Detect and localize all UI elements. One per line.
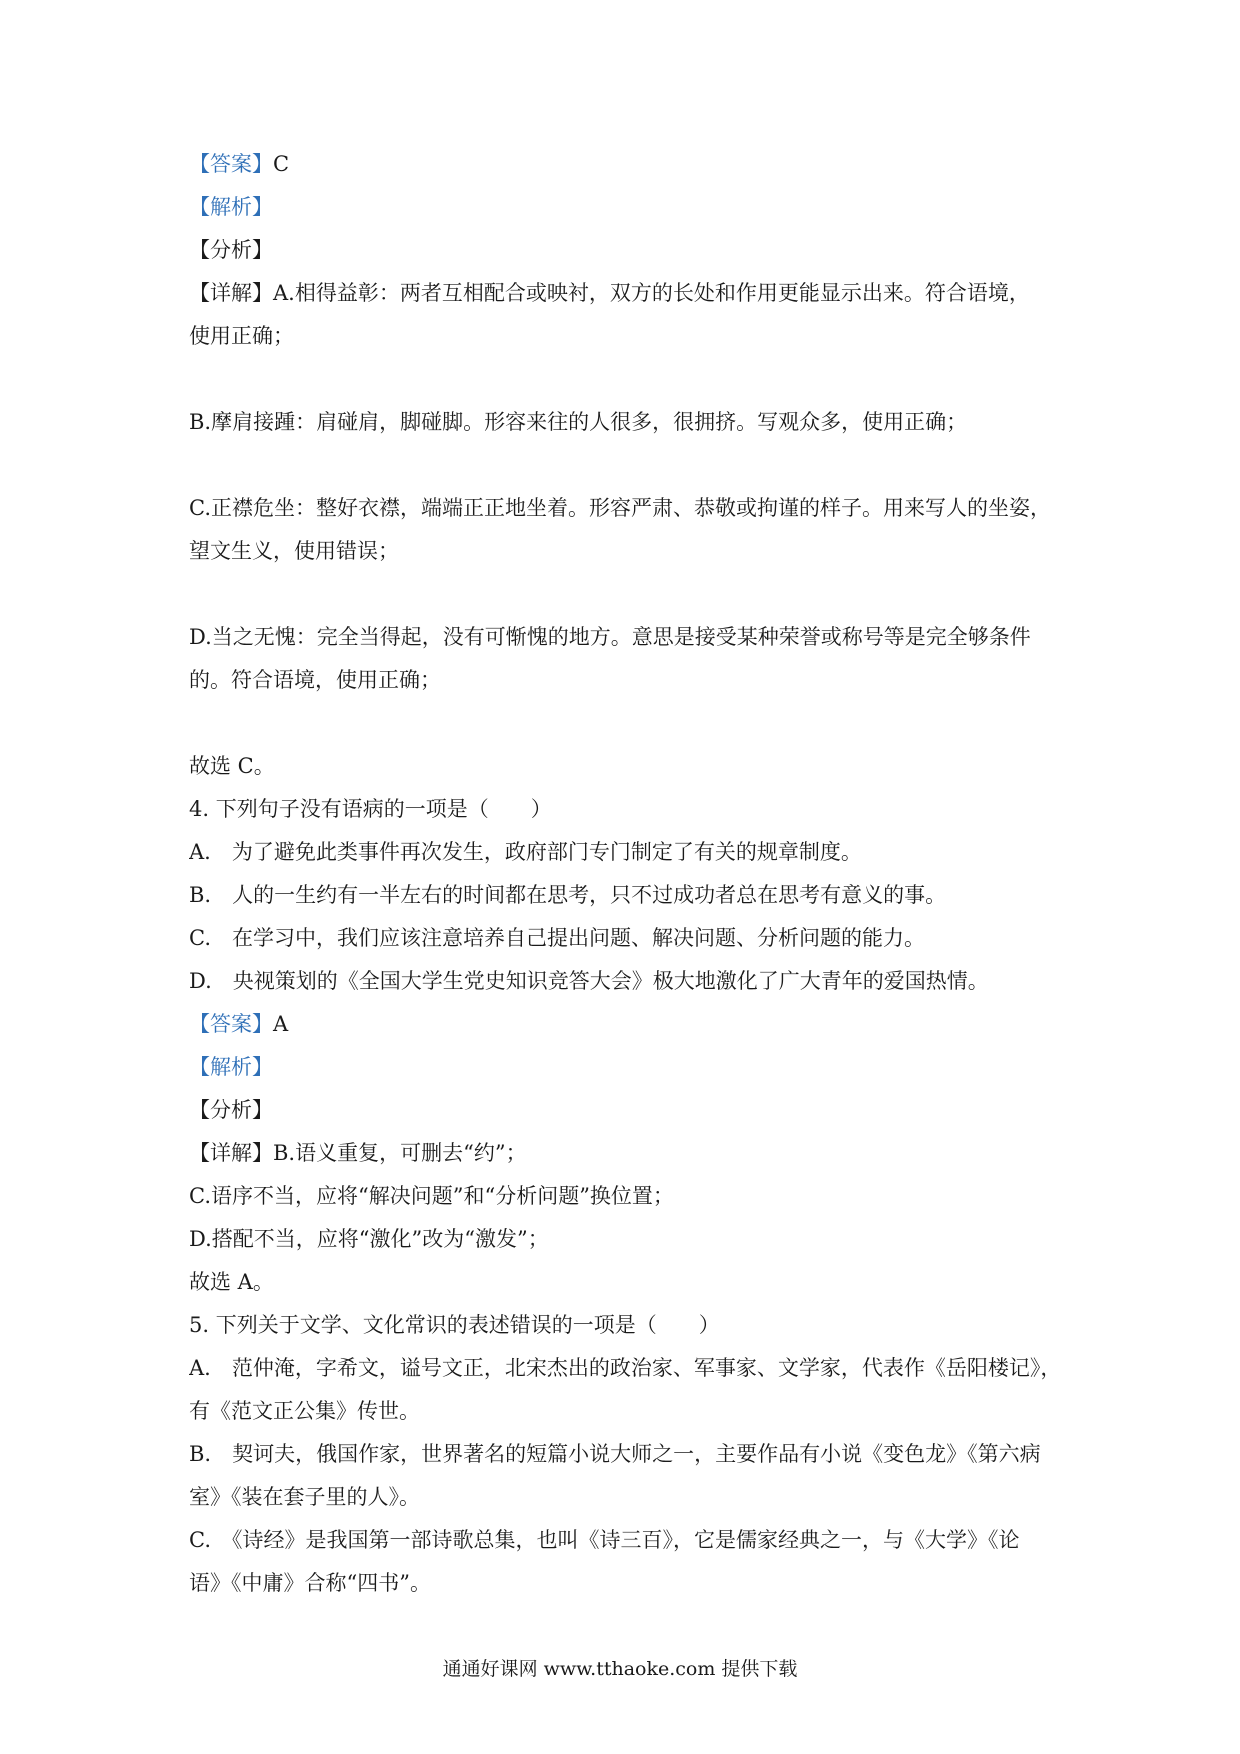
q4-option-b: B. 人的一生约有一半左右的时间都在思考，只不过成功者总在思考有意义的事。 [189, 883, 947, 907]
answer-value: A [273, 1012, 289, 1036]
spacer [189, 444, 1069, 487]
detail-tag: 【详解】 [189, 1141, 273, 1165]
q5-option-a-line2: 有《范文正公集》传世。 [189, 1399, 420, 1423]
q4-detail-d: D.搭配不当，应将“激化”改为“激发”； [189, 1227, 549, 1251]
fenxi-tag: 【分析】 [189, 1098, 273, 1122]
q3-fenxi-line [189, 229, 1069, 272]
q4-analysis-line [189, 1046, 1069, 1089]
q3-detail-d-line1: D.当之无愧：完全当得起，没有可惭愧的地方。意思是接受某种荣誉或称号等是完全够条件 [189, 625, 1031, 649]
q4-detail-b [189, 1132, 1069, 1175]
q5-option-c-line2: 语》《中庸》合称“四书”。 [189, 1571, 431, 1595]
q3-analysis-line [189, 186, 1069, 229]
q3-detail-a-line1 [189, 272, 1069, 315]
q4-option-d: D. 央视策划的《全国大学生党史知识竞答大会》极大地激化了广大青年的爱国热情。 [189, 969, 989, 993]
answer-tag: 【答案】 [189, 152, 273, 176]
q5-option-b-line2: 室》《装在套子里的人》。 [189, 1485, 420, 1509]
q4-option-a: A. 为了避免此类事件再次发生，政府部门专门制定了有关的规章制度。 [189, 840, 862, 864]
q4-option-c: C. 在学习中，我们应该注意培养自己提出问题、解决问题、分析问题的能力。 [189, 926, 925, 950]
q4-fenxi-line [189, 1089, 1069, 1132]
q4-answer-line [189, 1003, 1069, 1046]
q3-detail-c-line1: C.正襟危坐：整好衣襟，端端正正地坐着。形容严肃、恭敬或拘谨的样子。用来写人的坐姿， [189, 496, 1051, 520]
answer-value: C [273, 152, 290, 176]
fenxi-tag: 【分析】 [189, 238, 273, 262]
spacer [189, 358, 1069, 401]
detail-tag: 【详解】 [189, 281, 273, 305]
q5-option-c-line1: C. 《诗经》是我国第一部诗歌总集，也叫《诗三百》，它是儒家经典之一，与《大学》《论 [189, 1528, 1020, 1552]
q3-conclusion: 故选 C。 [189, 754, 275, 778]
answer-tag: 【答案】 [189, 1012, 273, 1036]
page-footer: 通通好课网 www.tthaoke.com 提供下载 [442, 1658, 798, 1680]
q4-stem: 4. 下列句子没有语病的一项是（ ） [189, 797, 552, 821]
analysis-tag: 【解析】 [189, 1055, 273, 1079]
q3-detail-b: B.摩肩接踵：肩碰肩，脚碰脚。形容来往的人很多，很拥挤。写观众多，使用正确； [189, 410, 968, 434]
detail-a-text: A.相得益彰：两者互相配合或映衬，双方的长处和作用更能显示出来。符合语境， [273, 281, 1030, 305]
q5-option-a-line1: A. 范仲淹，字希文，谥号文正，北宋杰出的政治家、军事家、文学家，代表作《岳阳楼记》， [189, 1356, 1062, 1380]
analysis-tag: 【解析】 [189, 195, 273, 219]
detail-b-text: B.语义重复，可删去“约”； [273, 1141, 527, 1165]
q5-stem: 5. 下列关于文学、文化常识的表述错误的一项是（ ） [189, 1313, 720, 1337]
q4-conclusion: 故选 A。 [189, 1270, 274, 1294]
q3-detail-c-line2: 望文生义，使用错误； [189, 539, 399, 563]
q5-option-b-line1: B. 契诃夫，俄国作家，世界著名的短篇小说大师之一，主要作品有小说《变色龙》《第六病 [189, 1442, 1041, 1466]
q3-answer-line [189, 143, 1069, 186]
spacer [189, 573, 1069, 616]
document-body [189, 143, 1069, 1605]
q3-detail-a-line2: 使用正确； [189, 324, 294, 348]
spacer [189, 702, 1069, 745]
q3-detail-d-line2: 的。符合语境，使用正确； [189, 668, 441, 692]
q4-detail-c: C.语序不当，应将“解决问题”和“分析问题”换位置； [189, 1184, 674, 1208]
